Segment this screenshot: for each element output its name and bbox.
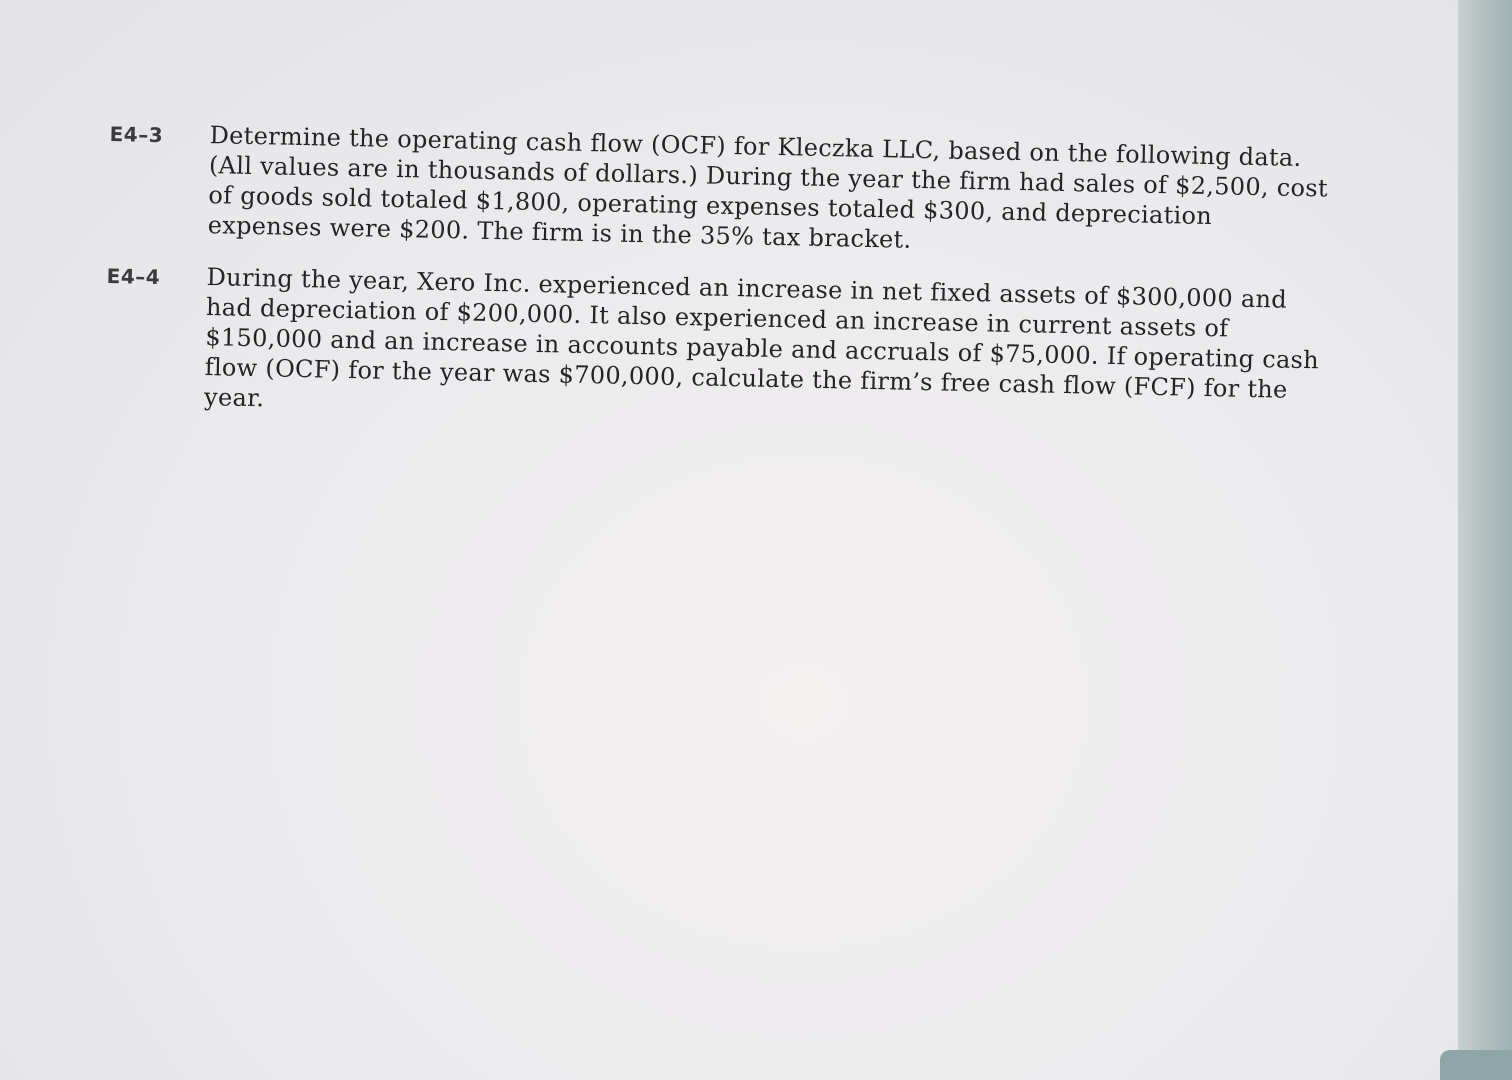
exercise-text: Determine the operating cash flow (OCF) for Kleczka LLC, based on the following data. (All values are in thousands of dollars.) During the year the firm had sales of $2,500, cost of goods sold totaled $1,800, operating expenses totaled $300, and depreciation expenses were $200. The firm is in the 35% tax bracket. (207, 121, 1329, 254)
exercise-label: E4–4 (106, 263, 161, 290)
exercise-label: E4–3 (109, 121, 164, 148)
monitor-bezel-corner (1440, 1050, 1512, 1080)
exercise-e4-4 (104, 260, 1327, 436)
exercise-text: During the year, Xero Inc. experienced an increase in net fixed assets of $300,000 and had depreciation of $200,000. It also experienced an increase in current assets of $150,000 and an increase in accounts payable and accruals of $75,000. If operating cash flow (OCF) for the year was $700,000, calculate the firm’s free cash flow (FCF) for the year. (203, 263, 1320, 413)
monitor-bezel (1458, 0, 1512, 1080)
exercise-e4-3 (107, 118, 1329, 264)
textbook-page (103, 118, 1329, 457)
